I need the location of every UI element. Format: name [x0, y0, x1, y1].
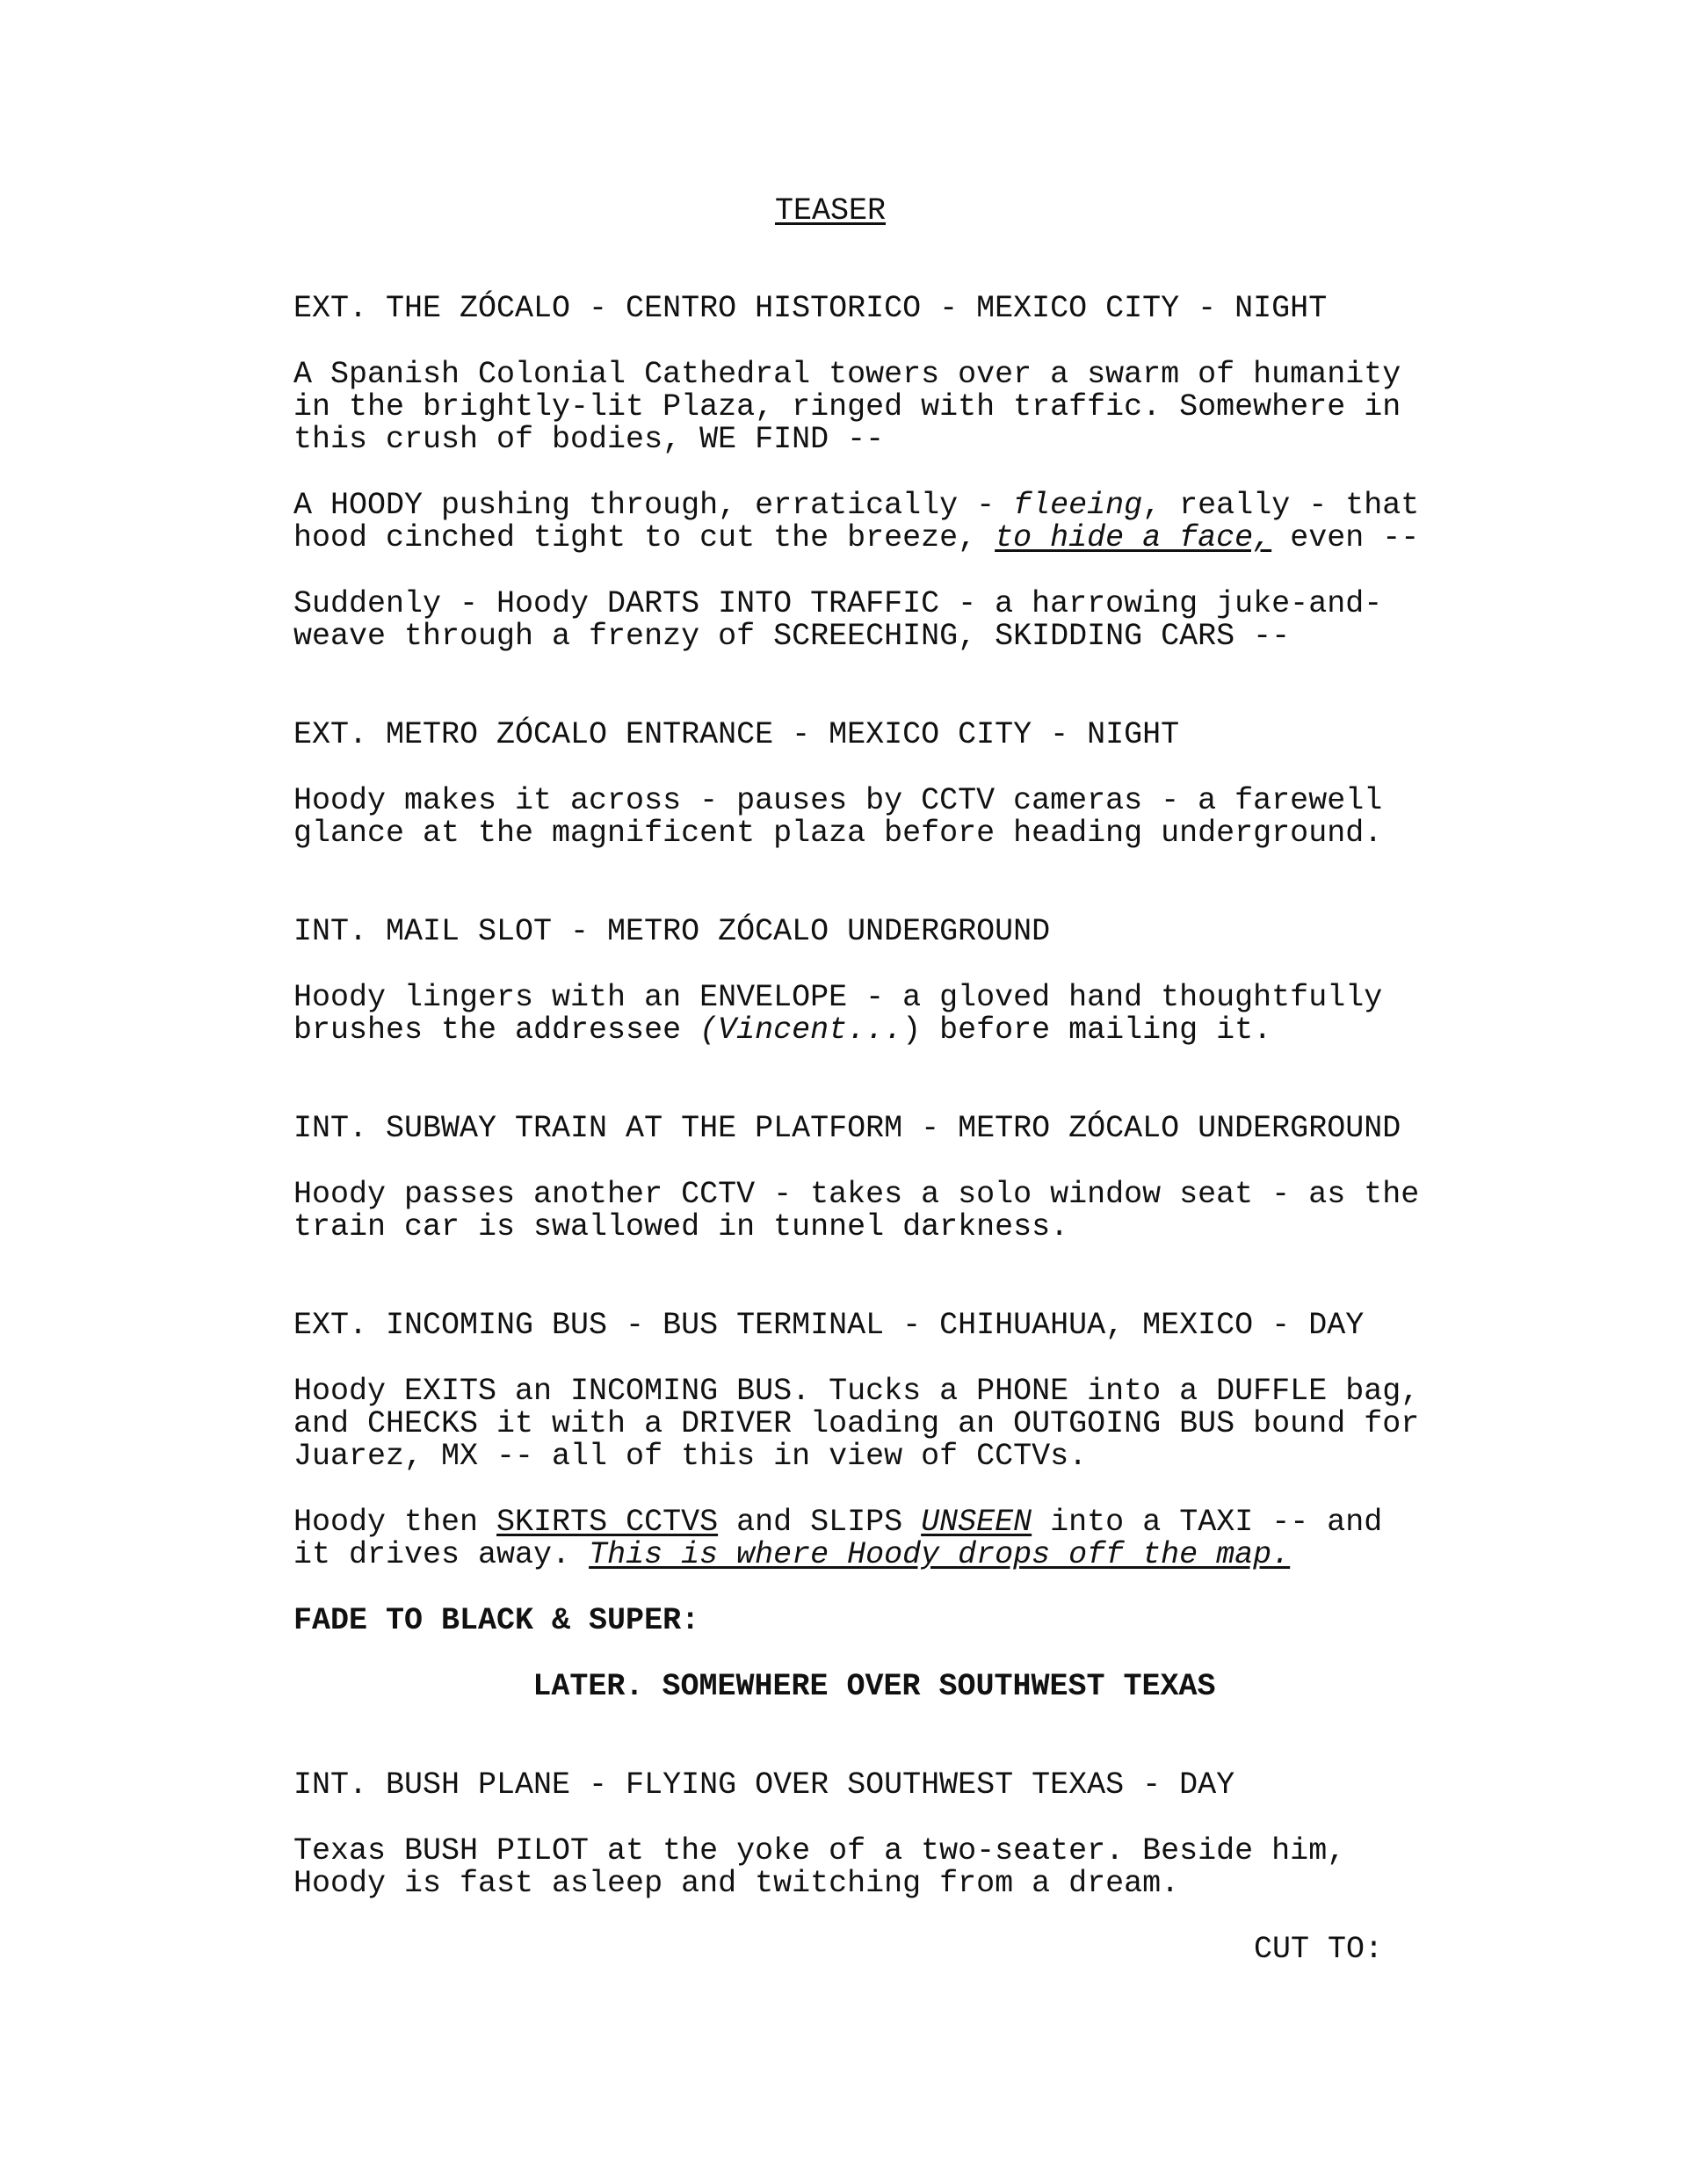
italic-underline-text: UNSEEN [921, 1505, 1032, 1540]
action-line: Texas BUSH PILOT at the yoke of a two-seater. Beside him, [293, 1833, 1346, 1868]
page-title: TEASER [774, 193, 887, 229]
underline-text: SKIRTS CCTVS [496, 1505, 719, 1540]
italic-text: (Vincent... [699, 1012, 903, 1048]
text-span: Hoody then [293, 1505, 497, 1540]
action-line: train car is swallowed in tunnel darkness. [293, 1209, 1069, 1244]
action-line: Hoody lingers with an ENVELOPE - a gloved hand thoughtfully [293, 980, 1383, 1015]
scene-heading: INT. BUSH PLANE - FLYING OVER SOUTHWEST TEXAS - DAY [293, 1767, 1235, 1803]
text-span: hood cinched tight to cut the breeze, [293, 520, 996, 555]
action-line: glance at the magnificent plaza before heading underground. [293, 816, 1383, 851]
scene-heading: INT. SUBWAY TRAIN AT THE PLATFORM - METRO ZÓCALO UNDERGROUND [293, 1111, 1401, 1146]
text-span: A HOODY pushing through, erratically - [293, 488, 1014, 523]
italic-text: fleeing [1013, 488, 1143, 523]
transition-cut: CUT TO: [1254, 1932, 1384, 1967]
italic-underline-text: This is where Hoody drops off the map. [589, 1537, 1291, 1572]
action-line [293, 490, 1419, 522]
action-line: this crush of bodies, WE FIND -- [293, 422, 885, 457]
action-line [293, 522, 1419, 555]
action-line: Hoody is fast asleep and twitching from a dream. [293, 1866, 1180, 1901]
scene-heading: EXT. THE ZÓCALO - CENTRO HISTORICO - MEXICO CITY - NIGHT [293, 291, 1328, 326]
text-span: it drives away. [293, 1537, 590, 1572]
super-text: LATER. SOMEWHERE OVER SOUTHWEST TEXAS [532, 1669, 1216, 1704]
action-line: Hoody passes another CCTV - takes a solo window seat - as the [293, 1177, 1420, 1212]
action-line: Juarez, MX -- all of this in view of CCTVs. [293, 1439, 1088, 1474]
action-line: Hoody makes it across - pauses by CCTV cameras - a farewell [293, 783, 1383, 818]
text-span: brushes the addressee [293, 1012, 700, 1048]
action-line: weave through a frenzy of SCREECHING, SKIDDING CARS -- [293, 619, 1291, 654]
action-line: A Spanish Colonial Cathedral towers over a swarm of humanity [293, 357, 1401, 392]
action-line [293, 1014, 1271, 1047]
transition-fade: FADE TO BLACK & SUPER: [293, 1603, 700, 1638]
action-line: Hoody EXITS an INCOMING BUS. Tucks a PHONE into a DUFFLE bag, [293, 1374, 1420, 1409]
text-span: , really - that [1142, 488, 1420, 523]
scene-heading: EXT. METRO ZÓCALO ENTRANCE - MEXICO CITY - NIGHT [293, 717, 1180, 752]
text-span: ) before mailing it. [902, 1012, 1272, 1048]
action-line: in the brightly-lit Plaza, ringed with traffic. Somewhere in [293, 389, 1401, 424]
action-line: and CHECKS it with a DRIVER loading an OUTGOING BUS bound for [293, 1406, 1420, 1441]
text-span: even -- [1271, 520, 1420, 555]
action-line [293, 1539, 1290, 1571]
scene-heading: INT. MAIL SLOT - METRO ZÓCALO UNDERGROUND [293, 914, 1051, 949]
text-span: and SLIPS [718, 1505, 922, 1540]
italic-underline-text: to hide a face, [995, 520, 1272, 555]
text-span: into a TAXI -- and [1032, 1505, 1383, 1540]
action-line [293, 1506, 1382, 1539]
scene-heading: EXT. INCOMING BUS - BUS TERMINAL - CHIHUAHUA, MEXICO - DAY [293, 1308, 1365, 1343]
action-line: Suddenly - Hoody DARTS INTO TRAFFIC - a harrowing juke-and- [293, 586, 1383, 621]
